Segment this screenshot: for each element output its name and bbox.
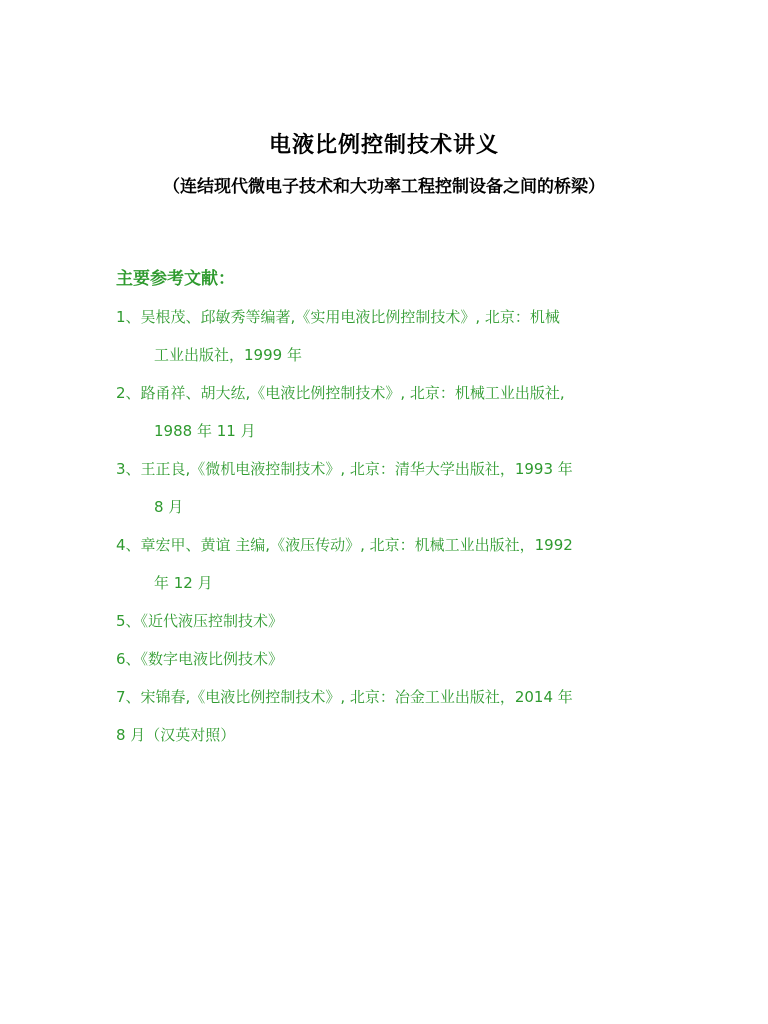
reference-line: 年 12 月 bbox=[154, 574, 213, 592]
reference-line: 3、王正良,《微机电液控制技术》, 北京：清华大学出版社，1993 年 bbox=[116, 460, 573, 478]
reference-line: 8 月（汉英对照） bbox=[116, 726, 236, 744]
references-heading: 主要参考文献： bbox=[116, 269, 235, 289]
reference-line: 7、宋锦春,《电液比例控制技术》, 北京：冶金工业出版社，2014 年 bbox=[116, 688, 573, 706]
reference-line: 4、章宏甲、黄谊 主编,《液压传动》, 北京：机械工业出版社，1992 bbox=[116, 536, 573, 554]
reference-line: 1988 年 11 月 bbox=[154, 422, 256, 440]
reference-line: 6、《数字电液比例技术》 bbox=[116, 650, 284, 668]
reference-line: 5、《近代液压控制技术》 bbox=[116, 612, 284, 630]
reference-line: 1、吴根茂、邱敏秀等编著,《实用电液比例控制技术》, 北京：机械 bbox=[116, 308, 560, 326]
document-subtitle: （连结现代微电子技术和大功率工程控制设备之间的桥梁） bbox=[163, 177, 605, 197]
reference-line: 8 月 bbox=[154, 498, 184, 516]
document-title: 电液比例控制技术讲义 bbox=[268, 133, 499, 158]
reference-line: 工业出版社，1999 年 bbox=[154, 346, 302, 364]
reference-line: 2、路甬祥、胡大纮,《电液比例控制技术》, 北京：机械工业出版社, bbox=[116, 384, 565, 402]
